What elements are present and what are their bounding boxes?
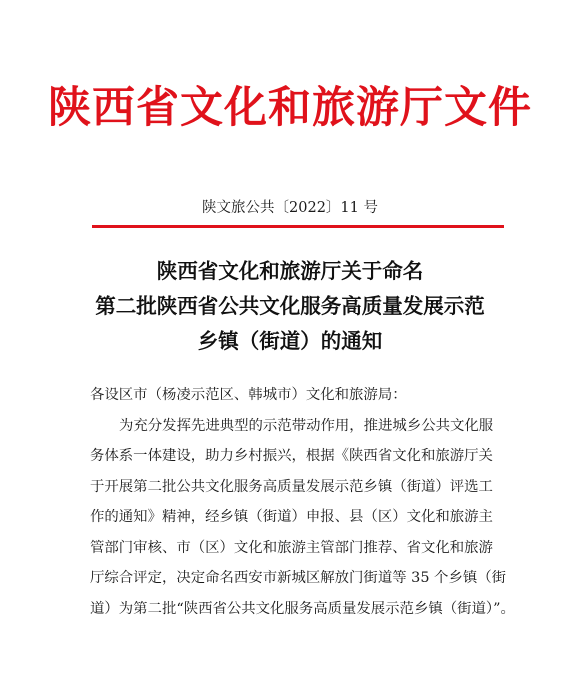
- paragraph-line-3: 于开展第二批公共文化服务高质量发展示范乡镇（街道）评选工: [90, 478, 493, 495]
- body-paragraph: [90, 411, 520, 625]
- title-line-1: 陕西省文化和旅游厅关于命名: [156, 259, 424, 283]
- paragraph-line-7: 道）为第二批“陕西省公共文化服务高质量发展示范乡镇（街道）”。: [90, 600, 515, 617]
- red-divider-line: [92, 225, 504, 228]
- title-line-2: 第二批陕西省公共文化服务高质量发展示范: [95, 294, 485, 318]
- paragraph-line-5: 管部门审核、市（区）文化和旅游主管部门推荐、省文化和旅游: [90, 539, 493, 556]
- notice-title: [0, 254, 580, 359]
- paragraph-line-6: 厅综合评定，决定命名西安市新城区解放门街道等 35 个乡镇（街: [90, 570, 507, 586]
- paragraph-line-1: 为充分发挥先进典型的示范带动作用，推进城乡公共文化服: [119, 417, 494, 434]
- paragraph-line-4: 作的通知》精神，经乡镇（街道）申报、县（区）文化和旅游主: [90, 509, 493, 525]
- document-number: 陕文旅公共〔2022〕11 号: [202, 200, 378, 216]
- masthead-title: 陕西省文化和旅游厅文件: [48, 83, 532, 133]
- notice-body: [90, 380, 520, 624]
- title-line-3: 乡镇（街道）的通知: [197, 329, 383, 353]
- salutation: 各设区市（杨凌示范区、韩城市）文化和旅游局：: [90, 387, 407, 403]
- paragraph-line-2: 务体系一体建设，助力乡村振兴，根据《陕西省文化和旅游厅关: [90, 448, 493, 464]
